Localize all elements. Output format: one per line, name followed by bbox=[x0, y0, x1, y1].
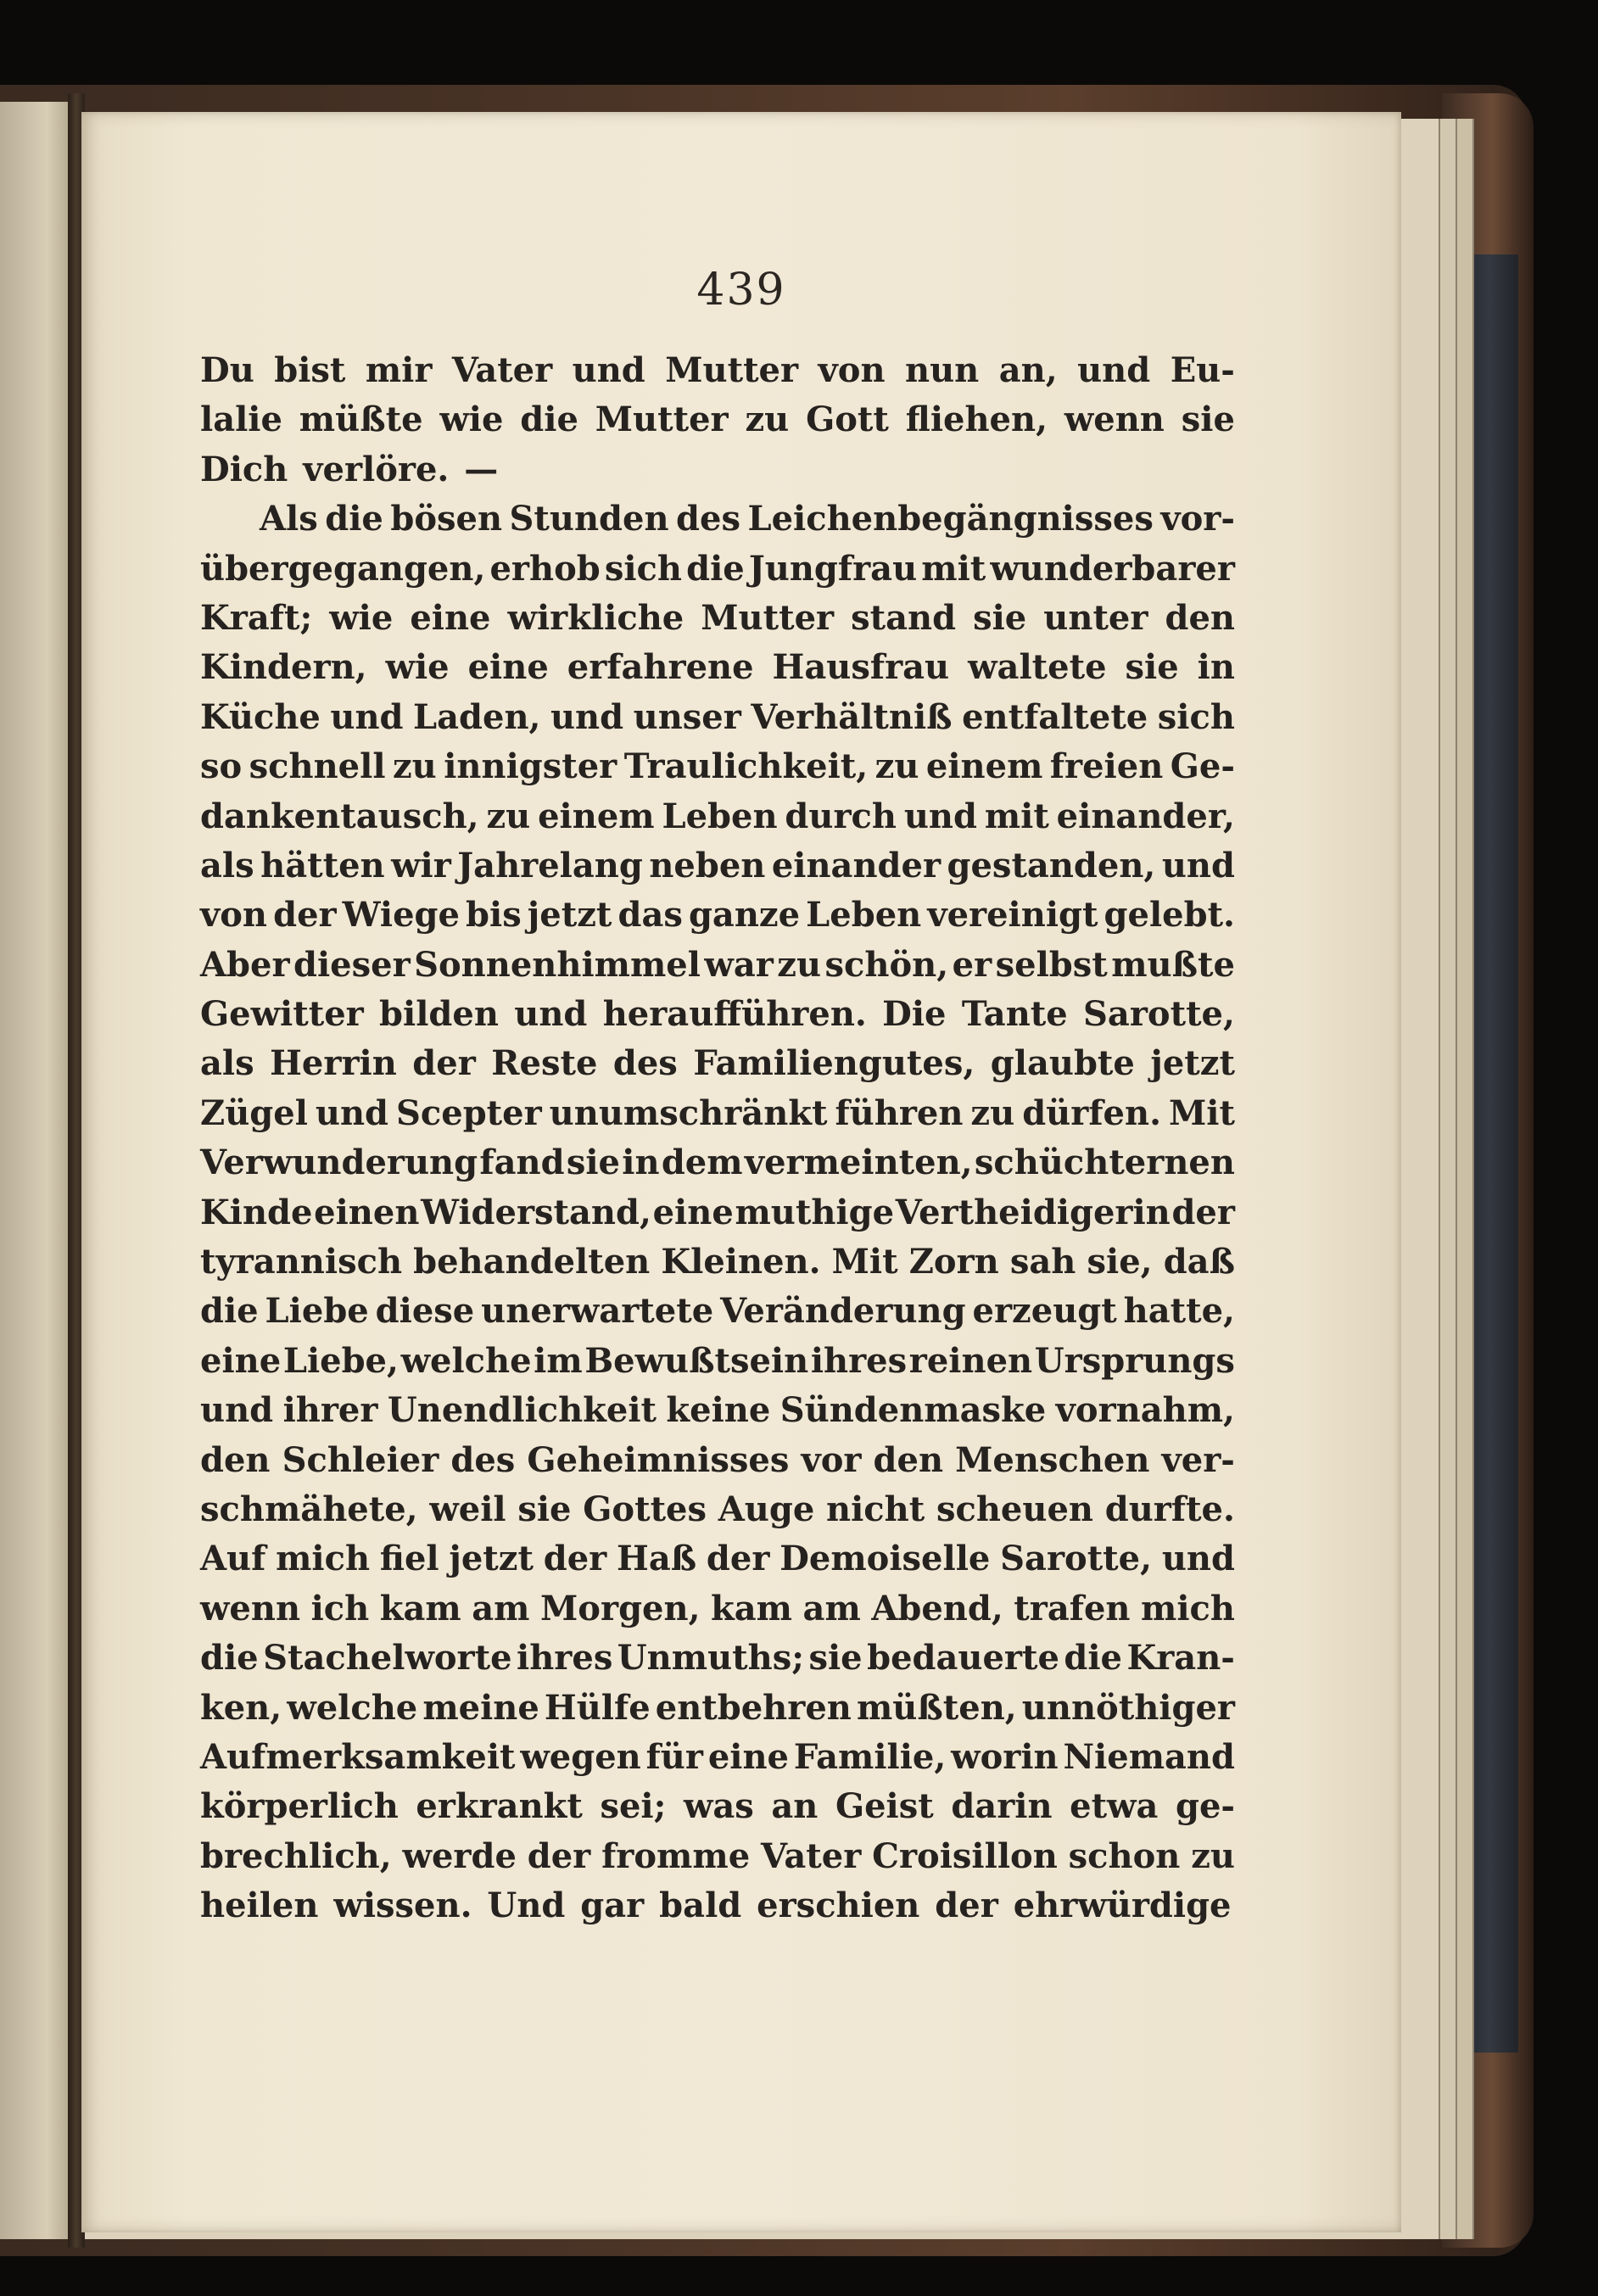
text-line: die Stachelworte ihres Unmuths; sie bedauerte die Kran- bbox=[200, 1638, 1235, 1679]
text-line: ken, welche meine Hülfe entbehren müßten, unnöthiger bbox=[200, 1687, 1235, 1728]
text-line: und ihrer Unendlichkeit keine Sündenmaske vornahm, bbox=[200, 1390, 1235, 1431]
text-line: Auf mich fiel jetzt der Haß der Demoiselle Sarotte, und bbox=[200, 1539, 1235, 1579]
text-line: Verwunderung fand sie in dem vermeinten, schüchternen bbox=[200, 1142, 1235, 1183]
text-line: Dich verlöre. — bbox=[200, 449, 499, 489]
text-line: Küche und Laden, und unser Verhältniß entfaltete sich bbox=[200, 696, 1235, 737]
text-line: Gewitter bilden und heraufführen. Die Tante Sarotte, bbox=[200, 994, 1235, 1035]
text-line: dankentausch, zu einem Leben durch und mit einander, bbox=[200, 796, 1235, 836]
text-line: Als die bösen Stunden des Leichenbegängnisses vor- bbox=[260, 499, 1235, 539]
text-line: schmähete, weil sie Gottes Auge nicht scheuen durfte. bbox=[200, 1489, 1235, 1529]
text-line: Kindern, wie eine erfahrene Hausfrau waltete sie in bbox=[200, 647, 1235, 688]
book-page bbox=[81, 112, 1401, 2232]
facing-page-edge bbox=[0, 102, 78, 2239]
text-line: Kinde einen Widerstand, eine muthige Vertheidigerin der bbox=[200, 1192, 1235, 1232]
text-line: körperlich erkrankt sei; was an Geist darin etwa ge- bbox=[200, 1786, 1235, 1827]
text-line: eine Liebe, welche im Bewußtsein ihres reinen Ursprungs bbox=[200, 1340, 1235, 1381]
text-line: Aber dieser Sonnenhimmel war zu schön, er selbst mußte bbox=[200, 944, 1235, 985]
text-line: Du bist mir Vater und Mutter von nun an, und Eu- bbox=[200, 350, 1235, 390]
text-line: wenn ich kam am Morgen, kam am Abend, trafen mich bbox=[200, 1588, 1235, 1628]
text-line: Aufmerksamkeit wegen für eine Familie, worin Niemand bbox=[200, 1736, 1235, 1777]
text-line: als hätten wir Jahrelang neben einander gestanden, und bbox=[200, 845, 1235, 885]
text-line: die Liebe diese unerwartete Veränderung erzeugt hatte, bbox=[200, 1291, 1235, 1332]
text-line: brechlich, werde der fromme Vater Croisillon schon zu bbox=[200, 1835, 1235, 1876]
text-line: von der Wiege bis jetzt das ganze Leben vereinigt gelebt. bbox=[200, 895, 1235, 936]
text-line: den Schleier des Geheimnisses vor den Menschen ver- bbox=[200, 1439, 1235, 1480]
text-line: als Herrin der Reste des Familiengutes, glaubte jetzt bbox=[200, 1043, 1235, 1084]
text-line: tyrannisch behandelten Kleinen. Mit Zorn sah sie, daß bbox=[200, 1242, 1235, 1282]
page-text bbox=[200, 346, 1235, 1931]
page-number: 439 bbox=[696, 265, 786, 316]
text-line: übergegangen, erhob sich die Jungfrau mit wunderbarer bbox=[200, 548, 1235, 589]
text-line: Zügel und Scepter unumschränkt führen zu dürfen. Mit bbox=[200, 1092, 1235, 1133]
text-line: lalie müßte wie die Mutter zu Gott fliehen, wenn sie bbox=[200, 399, 1235, 440]
text-line: Kraft; wie eine wirkliche Mutter stand sie unter den bbox=[200, 597, 1235, 638]
text-line: so schnell zu innigster Traulichkeit, zu einem freien Ge- bbox=[200, 746, 1235, 787]
text-line: heilen wissen. Und gar bald erschien der ehrwürdige bbox=[200, 1885, 1232, 1926]
